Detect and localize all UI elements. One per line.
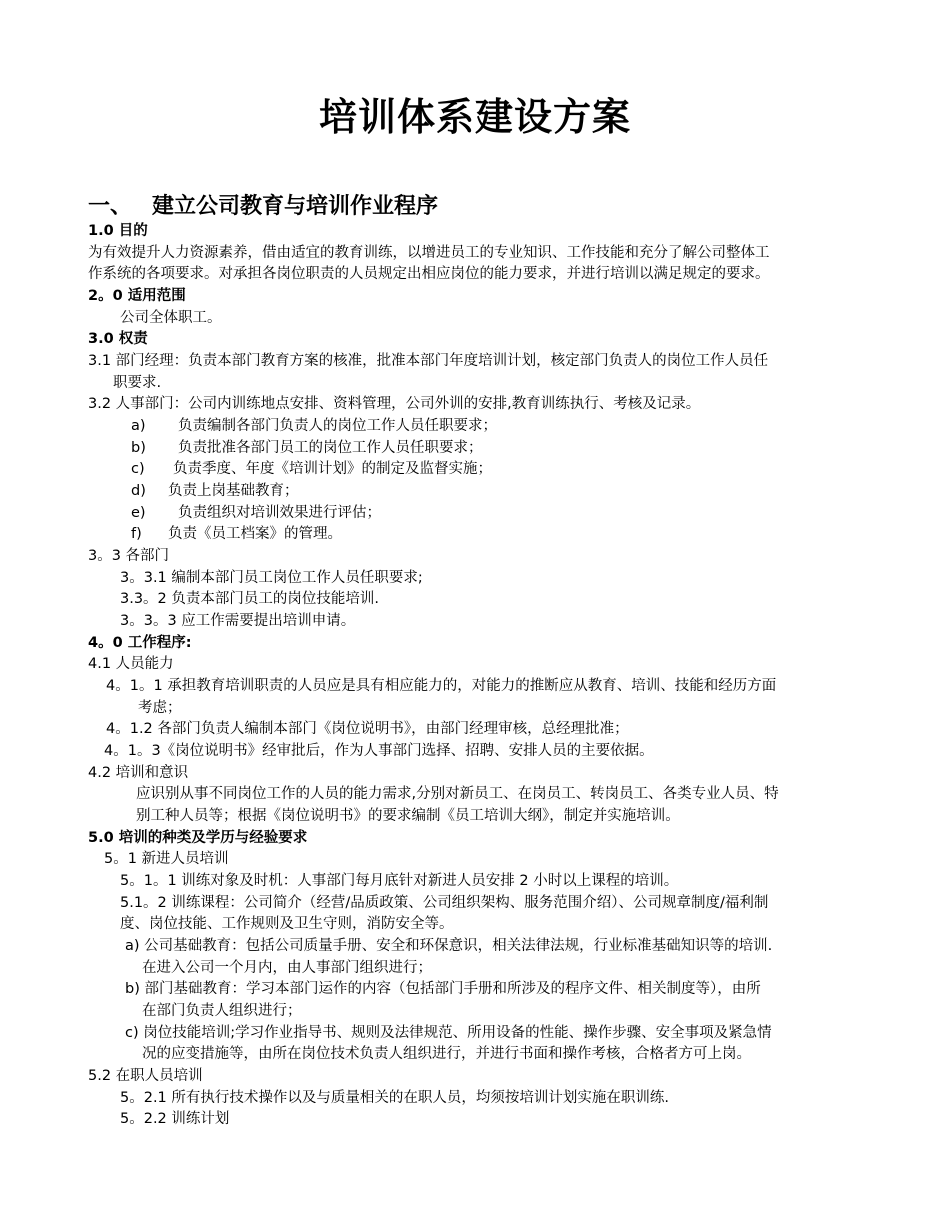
paragraph-line: 5。1。1 训练对象及时机：人事部门每月底针对新进人员安排 2 小时以上课程的培训。 bbox=[120, 873, 679, 889]
paragraph-line: 5。1 新进人员培训 bbox=[104, 851, 229, 867]
list-item: d) 负责上岗基础教育； bbox=[131, 481, 299, 503]
paragraph-line: 4.1 人员能力 bbox=[88, 656, 174, 672]
list-item: b) 负责批准各部门员工的岗位工作人员任职要求； bbox=[131, 438, 483, 460]
paragraph-line: b) 部门基础教育：学习本部门运作的内容（包括部门手册和所涉及的程序文件、相关制度等），由所 bbox=[125, 981, 761, 997]
section-title: 建立公司教育与培训作业程序 bbox=[152, 194, 439, 219]
list-item: f) 负责《员工档案》的管理。 bbox=[131, 524, 342, 546]
paragraph-line: 3.2 人事部门：公司内训练地点安排、资料管理，公司外训的安排,教育训练执行、考核及记录。 bbox=[88, 396, 701, 412]
section-number: 一、 bbox=[88, 194, 133, 219]
paragraph-line: 5。2.1 所有执行技术操作以及与质量相关的在职人员，均须按培训计划实施在职训练. bbox=[120, 1090, 670, 1106]
paragraph-line: 3.1 部门经理：负责本部门教育方案的核准，批准本部门年度培训计划，核定部门负责人的岗位工作人员任 bbox=[88, 353, 769, 369]
paragraph-line: 在进入公司一个月内，由人事部门组织进行； bbox=[142, 960, 432, 976]
paragraph-line: a) 公司基础教育：包括公司质量手册、安全和环保意识，相关法律法规，行业标准基础知识等的培训. bbox=[125, 938, 773, 954]
list-item: c) 负责季度、年度《培训计划》的制定及监督实施； bbox=[131, 459, 492, 481]
heading-training-types: 5.0 培训的种类及学历与经验要求 bbox=[88, 830, 308, 846]
paragraph-line: 考虑； bbox=[138, 700, 182, 716]
list-label: b) bbox=[131, 440, 146, 456]
heading-responsibility: 3.0 权责 bbox=[88, 331, 148, 347]
paragraph-line: c) 岗位技能培训;学习作业指导书、规则及法律规范、所用设备的性能、操作步骤、安全事项及紧急情 bbox=[125, 1025, 772, 1041]
paragraph-line: 职要求. bbox=[113, 375, 162, 391]
list-label: c) bbox=[131, 461, 145, 477]
list-item: a) 负责编制各部门负责人的岗位工作人员任职要求； bbox=[131, 416, 497, 438]
paragraph-line: 4。1.2 各部门负责人编制本部门《岗位说明书》，由部门经理审核，总经理批准； bbox=[106, 721, 629, 737]
paragraph-line: 4。1。1 承担教育培训职责的人员应是具有相应能力的，对能力的推断应从教育、培训、技能和经历方面 bbox=[106, 678, 777, 694]
heading-scope: 2。0 适用范围 bbox=[88, 288, 186, 304]
list-label: a) bbox=[131, 418, 146, 434]
list-label: e) bbox=[131, 505, 146, 521]
paragraph-line: 度、岗位技能、工作规则及卫生守则，消防安全等。 bbox=[120, 916, 454, 932]
paragraph-line: 作系统的各项要求。对承担各岗位职责的人员规定出相应岗位的能力要求，并进行培训以满足规定的要求。 bbox=[88, 266, 770, 282]
list-label: f) bbox=[131, 526, 142, 542]
heading-procedure: 4。0 工作程序: bbox=[88, 635, 192, 651]
paragraph-line: 况的应变措施等，由所在岗位技术负责人组织进行，并进行书面和操作考核，合格者方可上岗。 bbox=[142, 1046, 751, 1062]
section-heading bbox=[88, 192, 438, 222]
list-label: d) bbox=[131, 483, 146, 499]
paragraph-line: 5.1。2 训练课程：公司简介（经营/品质政策、公司组织架构、服务范围介绍）、公司规章制度/福利制 bbox=[120, 895, 769, 911]
paragraph-line: 为有效提升人力资源素养，借由适宜的教育训练，以增进员工的专业知识、工作技能和充分了解公司整体工 bbox=[88, 245, 770, 261]
heading-purpose: 1.0 目的 bbox=[88, 223, 148, 239]
paragraph-line: 4。1。3《岗位说明书》经审批后，作为人事部门选择、招聘、安排人员的主要依据。 bbox=[104, 743, 654, 759]
paragraph-line: 3.3。2 负责本部门员工的岗位技能培训. bbox=[120, 591, 380, 607]
paragraph-line: 公司全体职工。 bbox=[120, 310, 222, 326]
paragraph-line: 别工种人员等；根据《岗位说明书》的要求编制《员工培训大纲》，制定并实施培训。 bbox=[136, 808, 680, 824]
paragraph-line: 应识别从事不同岗位工作的人员的能力需求,分别对新员工、在岗员工、转岗员工、各类专业人员、特 bbox=[136, 786, 779, 802]
paragraph-line: 5.2 在职人员培训 bbox=[88, 1068, 203, 1084]
list-item: e) 负责组织对培训效果进行评估； bbox=[131, 503, 381, 525]
paragraph-line: 在部门负责人组织进行； bbox=[142, 1003, 302, 1019]
paragraph-line: 3。3。3 应工作需要提出培训申请。 bbox=[120, 613, 356, 629]
paragraph-line: 5。2.2 训练计划 bbox=[120, 1111, 230, 1127]
paragraph-line: 3。3 各部门 bbox=[88, 548, 170, 564]
page-title: 培训体系建设方案 bbox=[318, 95, 631, 139]
paragraph-line: 3。3.1 编制本部门员工岗位工作人员任职要求; bbox=[120, 570, 423, 586]
paragraph-line: 4.2 培训和意识 bbox=[88, 765, 189, 781]
